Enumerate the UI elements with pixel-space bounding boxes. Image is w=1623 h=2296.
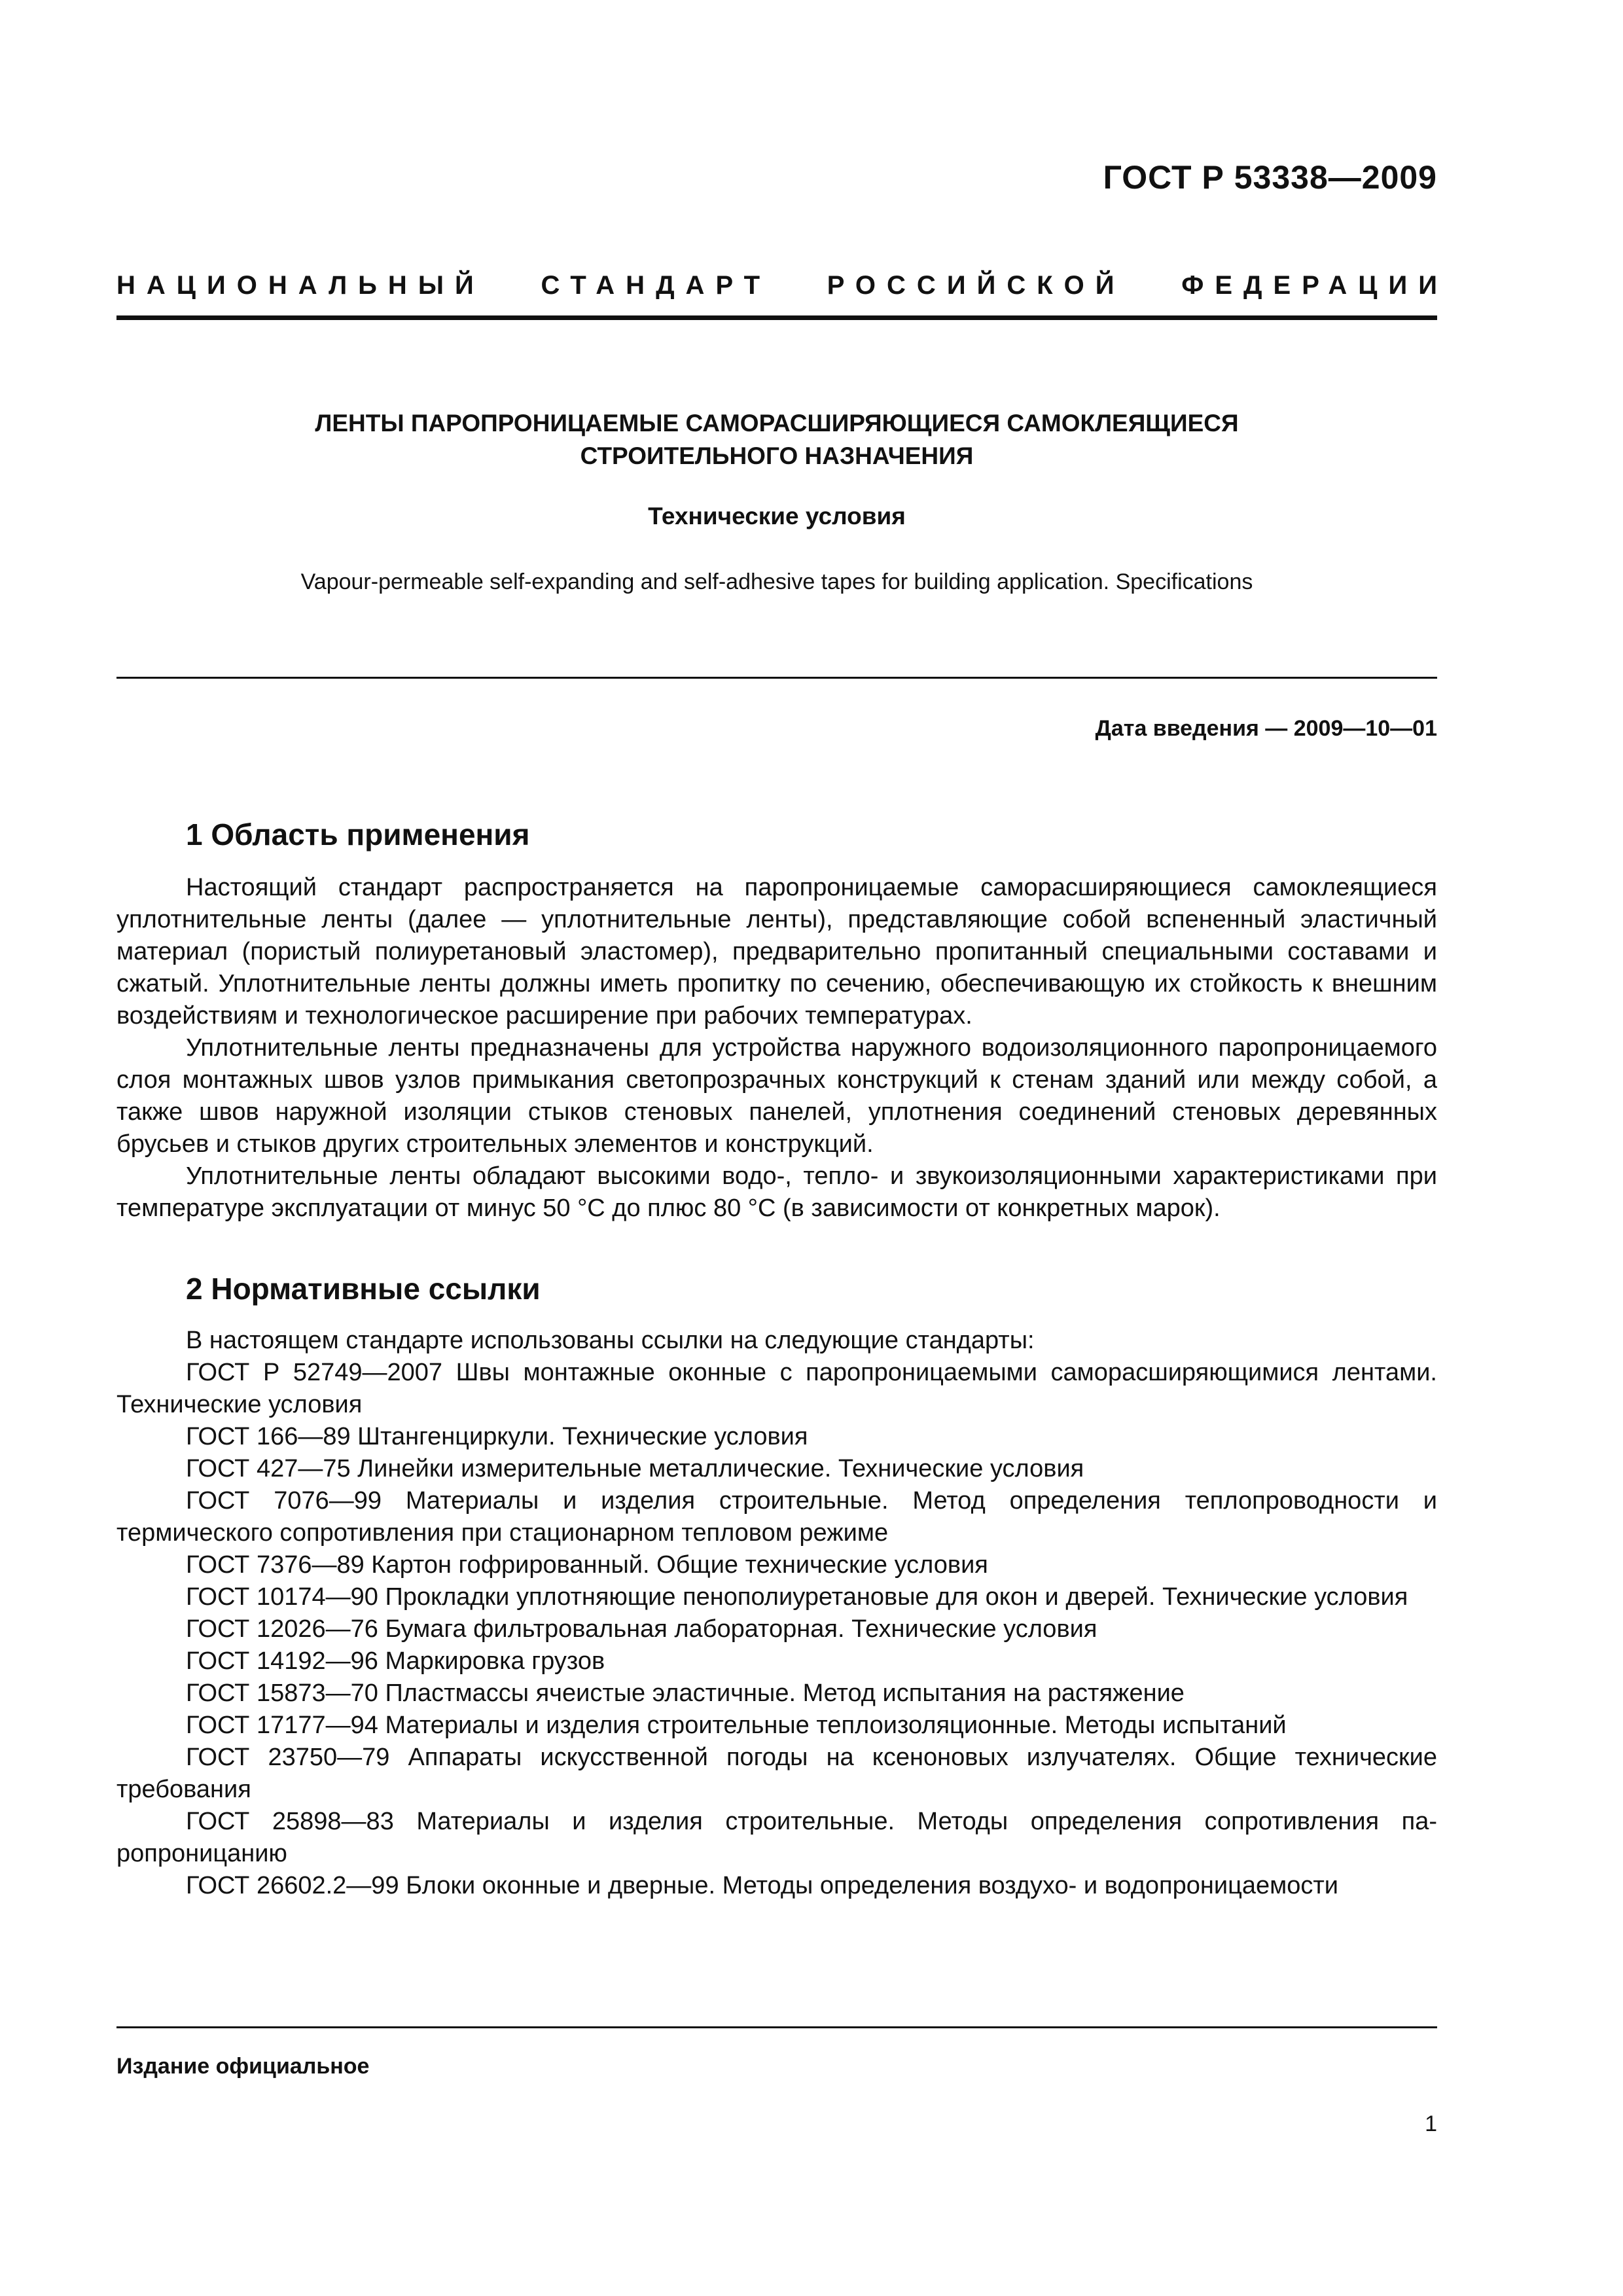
title-divider — [116, 677, 1437, 679]
section-heading: 1 Область применения — [186, 817, 530, 852]
title-line: СТРОИТЕЛЬНОГО НАЗНАЧЕНИЯ — [580, 442, 974, 469]
paragraph: Уплотнительные ленты предназначены для устройства наружного водоизоляционного паропроницаемого слоя монтажных швов узлов примыкания светопрозрачных конструкций к стенам зданий или между собой, а также швов наружной изоляции стыков стеновых панелей, уплотнения соединений стеновых деревянных брусьев и стыков других строительных элементов и конструкций. — [116, 1034, 1437, 1158]
reference-item: ГОСТ 17177—94 Материалы и изделия строительные теплоизоляционные. Методы испытаний — [186, 1712, 1287, 1739]
title-line: ЛЕНТЫ ПАРОПРОНИЦАЕМЫЕ САМОРАСШИРЯЮЩИЕСЯ САМОКЛЕЯЩИЕСЯ — [315, 410, 1239, 437]
introduction-date: Дата введения — 2009—10—01 — [1095, 716, 1437, 741]
reference-item: ГОСТ 166—89 Штангенциркули. Технические условия — [186, 1423, 808, 1450]
section-1-body — [116, 872, 1437, 1225]
standard-designation: ГОСТ Р 53338—2009 — [1103, 159, 1437, 196]
paragraph: Настоящий стандарт распространяется на паропроницаемые саморасширяющиеся самоклеящиеся уплотнительные ленты (далее — уплотнительные ленты), представляющие собой вспененный эластичный материал (пористый полиуретановый эластомер), предварительно пропитанный специальными составами и сжатый. Уплотнительные ленты должны иметь пропитку по сечению, обеспечивающую их стойкость к внешним воздействиям и технологическое расширение при рабочих температурах. — [116, 874, 1437, 1030]
official-edition-label: Издание официальное — [116, 2054, 370, 2079]
document-title — [116, 407, 1437, 473]
reference-item: ГОСТ 15873—70 Пластмассы ячеистые эластичные. Метод испытания на растяжение — [186, 1679, 1185, 1707]
reference-item: ГОСТ 25898—83 Материалы и изделия строительные. Методы определения сопротивления паропроницанию — [116, 1808, 1437, 1867]
banner-word: ФЕДЕРАЦИИ — [1181, 271, 1448, 300]
banner-word: РОССИЙСКОЙ — [827, 271, 1126, 300]
page-number: 1 — [1425, 2111, 1437, 2136]
paragraph: Уплотнительные ленты обладают высокими водо-, тепло- и звукоизоляционными характеристиками при температуре эксплуатации от минус 50 °С до плюс 80 °С (в зависимости от конкретных марок). — [116, 1162, 1437, 1222]
reference-item: ГОСТ 14192—96 Маркировка грузов — [186, 1647, 605, 1675]
reference-item: ГОСТ 12026—76 Бумага фильтровальная лабораторная. Технические условия — [186, 1615, 1097, 1643]
reference-item: ГОСТ 23750—79 Аппараты искусственной погоды на ксеноновых излучателях. Общие технические требования — [116, 1744, 1437, 1803]
section-2-body — [116, 1325, 1437, 1902]
reference-item: ГОСТ 7376—89 Картон гофрированный. Общие технические условия — [186, 1551, 988, 1579]
english-title: Vapour-permeable self-expanding and self-adhesive tapes for building application. Specifications — [300, 569, 1253, 594]
reference-item: ГОСТ 427—75 Линейки измерительные металлические. Технические условия — [186, 1455, 1084, 1482]
reference-item: ГОСТ 10174—90 Прокладки уплотняющие пенополиуретановые для окон и дверей. Технические условия — [186, 1583, 1408, 1611]
footer-divider — [116, 2026, 1437, 2028]
reference-item: ГОСТ 26602.2—99 Блоки оконные и дверные. Методы определения воздухо- и водопроницаемости — [186, 1872, 1339, 1899]
document-subtitle: Технические условия — [648, 503, 906, 529]
header-divider — [116, 315, 1437, 320]
reference-item: ГОСТ 7076—99 Материалы и изделия строительные. Метод определения теплопроводности и термического сопротивления при стационарном тепловом режиме — [116, 1487, 1437, 1547]
section-heading: 2 Нормативные ссылки — [186, 1272, 541, 1306]
reference-item: ГОСТ Р 52749—2007 Швы монтажные оконные с паропроницаемыми саморасширяющимися лентами. Технические условия — [116, 1359, 1437, 1418]
national-standard-banner — [116, 271, 1448, 300]
references-intro: В настоящем стандарте использованы ссылки на следующие стандарты: — [186, 1327, 1035, 1354]
banner-word: НАЦИОНАЛЬНЫЙ — [116, 271, 485, 300]
banner-word: СТАНДАРТ — [541, 271, 772, 300]
